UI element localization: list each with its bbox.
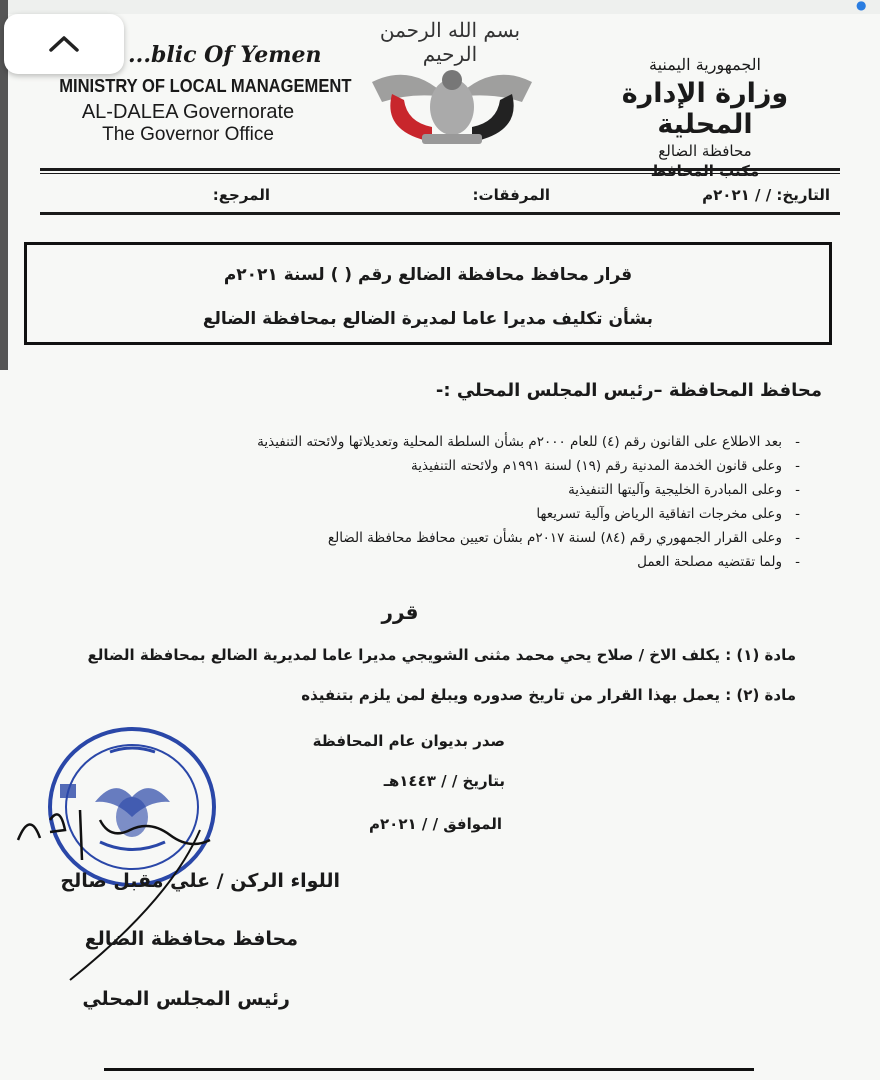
ministry-name-en: MINISTRY OF LOCAL MANAGEMENT: [59, 76, 352, 96]
ministry-name-ar: وزارة الإدارة المحلية: [621, 78, 789, 140]
date-hijri: بتاريخ / / ١٤٤٣هـ: [383, 772, 505, 790]
issued-at: صدر بديوان عام المحافظة: [312, 732, 505, 750]
article-1: مادة (١) : يكلف الاخ / صلاح يحي محمد مثنى الشويجي مديرا عاما لمديرية الضالع بمحافظة الضالع: [87, 646, 796, 664]
reference-field: المرجع:: [212, 186, 270, 204]
list-item: - ولما تقتضيه مصلحة العمل: [80, 550, 800, 574]
footer-rule: [104, 1068, 754, 1071]
header-rule-thin: [40, 173, 840, 174]
list-item: - وعلى مخرجات اتفاقية الرياض وآلية تسريعها: [80, 502, 800, 526]
governorate-name-en: AL-DALEA Governorate: [81, 101, 295, 123]
meta-rule: [40, 212, 840, 215]
yemen-emblem-icon: [352, 22, 552, 152]
decree-subject: بشأن تكليف مديرا عاما لمديرة الضالع بمحافظة الضالع: [202, 309, 654, 329]
office-name-ar: مكتب المحافظ: [650, 162, 760, 180]
date-gregorian: الموافق / / ٢٠٢١م: [369, 815, 502, 833]
decree-title: قرار محافظ محافظة الضالع رقم ( ) لسنة ٢٠٢١م: [223, 265, 633, 285]
signatory-council: رئيس المجلس المحلي: [82, 988, 290, 1010]
signatory-name: اللواء الركن / علي مقبل صالح: [60, 870, 340, 892]
header-rule: [40, 168, 840, 171]
attachments-field: المرفقات:: [472, 186, 550, 204]
preamble-list: [80, 430, 800, 574]
list-item: - وعلى المبادرة الخليجية وآليتها التنفيذية: [80, 478, 800, 502]
list-item: - بعد الاطلاع على القانون رقم (٤) للعام ٢٠٠٠م بشأن السلطة المحلية وتعديلاتها ولائحته التنفيذية: [80, 430, 800, 454]
country-name-en: ...blic Of Yemen: [128, 42, 322, 68]
decree-title-box: [24, 242, 832, 345]
list-item: - وعلى القرار الجمهوري رقم (٨٤) لسنة ٢٠١٧م بشأن تعيين محافظ محافظة الضالع: [80, 526, 800, 550]
republic-name-ar: الجمهورية اليمنية: [648, 55, 761, 74]
english-letterhead: [48, 42, 352, 146]
arabic-letterhead: [585, 55, 825, 180]
signatory-title: محافظ محافظة الضالع: [84, 928, 298, 950]
addressee: محافظ المحافظة –رئيس المجلس المحلي :-: [435, 380, 822, 401]
office-name-en: The Governor Office: [102, 124, 274, 145]
list-item: - وعلى قانون الخدمة المدنية رقم (١٩) لسنة ١٩٩١م ولائحته التنفيذية: [80, 454, 800, 478]
meta-row: [40, 182, 840, 210]
notification-dot-icon: ●: [856, 0, 867, 12]
article-2: مادة (٢) : يعمل بهذا القرار من تاريخ صدوره ويبلغ لمن يلزم بتنفيذه: [301, 686, 796, 704]
governorate-name-ar: محافظة الضالع: [658, 142, 752, 160]
decided-heading: قرر: [381, 600, 419, 624]
official-stamp-icon: [40, 722, 220, 892]
date-field: التاريخ: / / ٢٠٢١م: [702, 186, 830, 204]
basmala: بسم الله الرحمن الرحيم: [379, 18, 521, 66]
top-strip: [0, 0, 880, 14]
